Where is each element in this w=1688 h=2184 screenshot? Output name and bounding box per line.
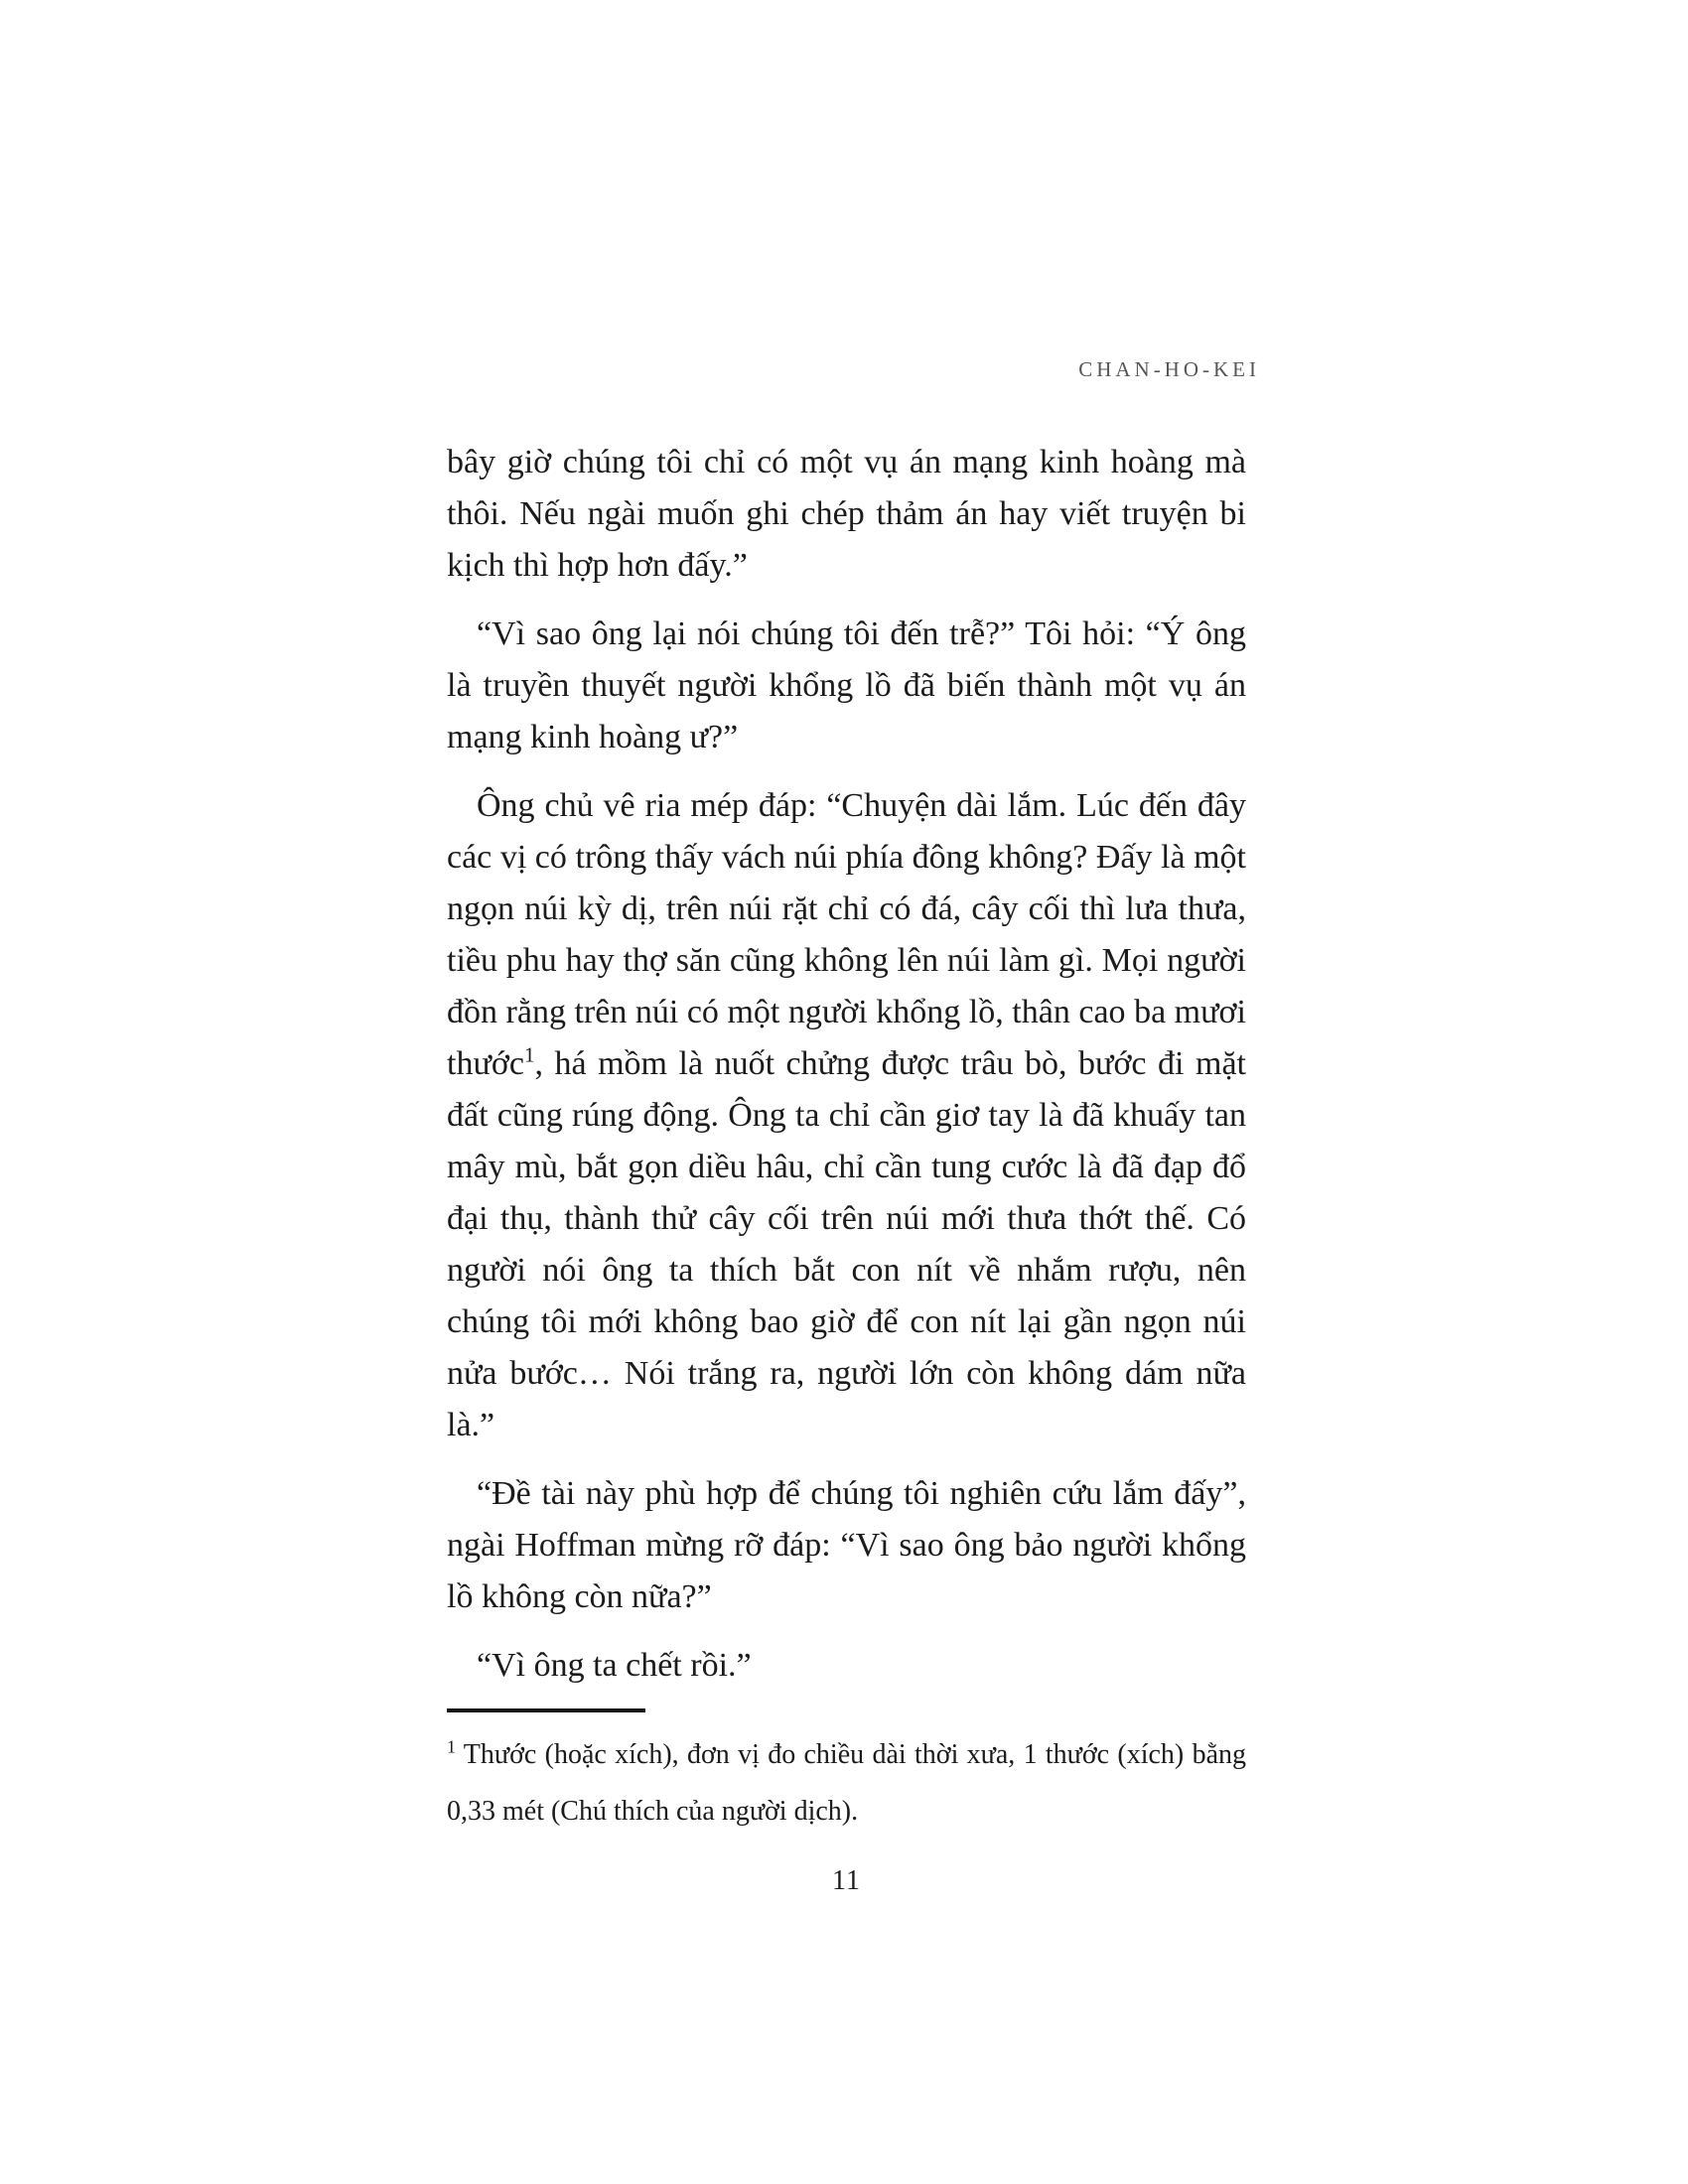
footnote-marker: 1 <box>447 1736 456 1757</box>
body-text-block <box>447 437 1246 1692</box>
footnote <box>447 1726 1246 1840</box>
running-header: CHAN-HO-KEI <box>1078 357 1260 381</box>
paragraph-text-after-footnote-ref: , há mồm là nuốt chửng được trâu bò, bước đi mặt đất cũng rúng động. Ông ta chỉ cần giơ tay là đã khuấy tan mây mù, bắt gọn diều hâu, chỉ cần tung cước là đã đạp đổ đại thụ, thành thử cây cối trên núi mới thưa thớt thế. Có người nói ông ta thích bắt con nít về nhắm rượu, nên chúng tôi mới không bao giờ để con nít lại gần ngọn núi nửa bước… Nói trắng ra, người lớn còn không dám nữa là.” <box>447 1045 1246 1443</box>
paragraph-short-reply: “Vì ông ta chết rồi.” <box>477 1647 752 1684</box>
footnote-reference: 1 <box>523 1042 535 1067</box>
page-number: 11 <box>832 1865 861 1896</box>
paragraph-hoffman-reply: “Đề tài này phù hợp để chúng tôi nghiên cứu lắm đấy”, ngài Hoffman mừng rỡ đáp: “Vì sao ông bảo người khổng lồ không còn nữa?” <box>447 1475 1246 1615</box>
footnote-divider <box>447 1708 645 1712</box>
paragraph-text-before-footnote-ref: Ông chủ vê ria mép đáp: “Chuyện dài lắm. Lúc đến đây các vị có trông thấy vách núi phía đông không? Đấy là một ngọn núi kỳ dị, trên núi rặt chỉ có đá, cây cối thì lưa thưa, tiều phu hay thợ săn cũng không lên núi làm gì. Mọi người đồn rằng trên núi có một người khổng lồ, thân cao ba mươi thước <box>447 787 1246 1082</box>
text-column <box>447 0 1260 1897</box>
paragraph-dialogue-question: “Vì sao ông lại nói chúng tôi đến trễ?” Tôi hỏi: “Ý ông là truyền thuyết người khổng lồ đã biến thành một vụ án mạng kinh hoàng ư?” <box>447 615 1246 755</box>
footnote-text: Thước (hoặc xích), đơn vị đo chiều dài thời xưa, 1 thước (xích) bằng 0,33 mét (Chú thích của người dịch). <box>447 1739 1246 1827</box>
paragraph-continuation: bây giờ chúng tôi chỉ có một vụ án mạng kinh hoàng mà thôi. Nếu ngài muốn ghi chép thảm án hay viết truyện bi kịch thì hợp hơn đấy.” <box>447 444 1246 584</box>
paragraph-innkeeper-story <box>447 780 1246 1451</box>
